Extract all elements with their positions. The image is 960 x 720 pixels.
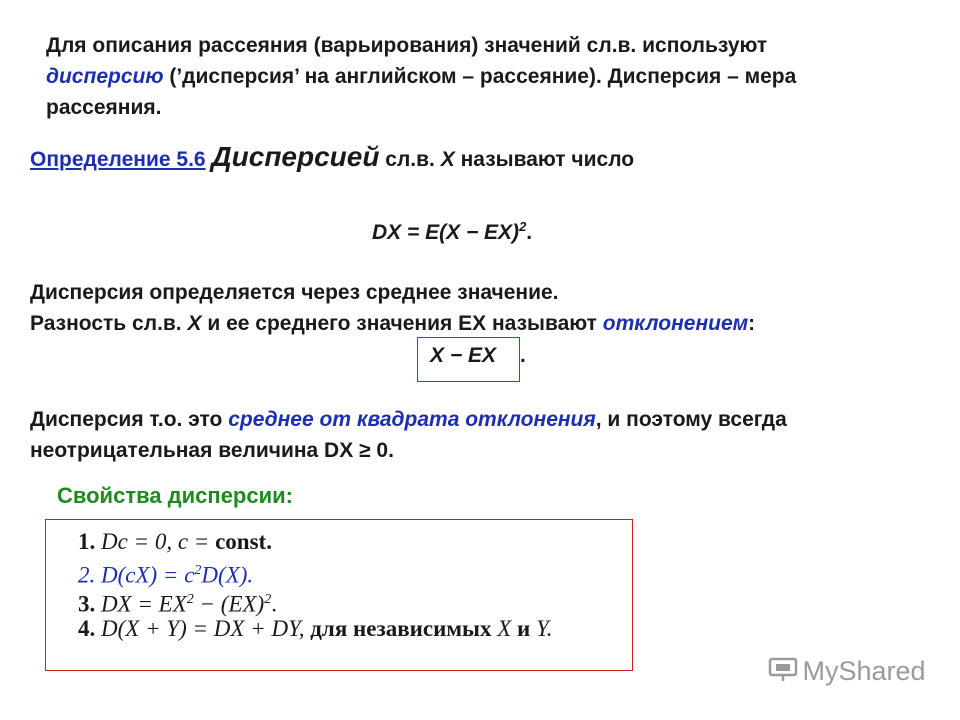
property-2-math2: D(X).	[201, 562, 254, 588]
property-1-math: Dc = 0, c =	[101, 529, 216, 554]
property-2-math: D(cX) = c	[101, 562, 195, 588]
property-4-num: 4.	[78, 616, 96, 641]
intro-line-2	[46, 62, 796, 91]
property-1	[78, 527, 272, 557]
variance-formula-main: DX = E(X − EX)	[372, 221, 520, 244]
property-3-math2: − (EX)	[193, 591, 265, 617]
properties-title: Свойства дисперсии:	[57, 483, 293, 508]
property-2-num: 2.	[78, 562, 96, 588]
deviation-formula-main: X − EX	[430, 344, 496, 367]
property-4-var-y: Y.	[536, 616, 553, 641]
body-line-2-a: Разность сл.в.	[30, 312, 188, 335]
watermark	[768, 656, 926, 687]
definition-text-b: называют число	[454, 148, 635, 171]
property-2-sup: 2	[194, 563, 202, 578]
body-line-4: неотрицательная величина DX ≥ 0.	[30, 439, 394, 462]
property-4-tail: для независимых	[310, 616, 498, 641]
body-line-2-b: и ее среднего значения EX называют	[201, 312, 603, 335]
property-4-math: D(X + Y) = DX + DY,	[101, 616, 311, 641]
property-3-sup: 2	[186, 592, 194, 607]
deviation-term: отклонением	[602, 312, 749, 335]
body-line-2-var: X	[187, 312, 202, 335]
body-line-2	[30, 309, 755, 338]
variance-formula-exp: 2	[519, 219, 527, 234]
property-3-end: .	[271, 591, 277, 617]
intro-line-3: рассеяния.	[46, 96, 162, 119]
property-3-sup2: 2	[264, 592, 272, 607]
property-1-num: 1.	[78, 529, 96, 554]
deviation-formula-end: .	[520, 344, 526, 367]
body-line-3-b: , и поэтому всегда	[595, 408, 787, 431]
variance-formula-end: .	[526, 221, 533, 244]
intro-line-2-rest: (’дисперсия’ на английском – рассеяние). Дисперсия – мера	[163, 65, 797, 88]
property-3-math: DX = EX	[101, 591, 187, 617]
definition-line	[30, 142, 634, 174]
definition-label: Определение 5.6	[30, 148, 206, 171]
property-3-num: 3.	[78, 591, 96, 617]
intro-term: дисперсию	[46, 65, 164, 88]
variance-formula	[372, 212, 532, 247]
property-4-var-x: X	[497, 616, 512, 641]
definition-var: X	[440, 148, 455, 171]
intro-line-1: Для описания рассеяния (варьирования) значений сл.в. используют	[46, 34, 768, 57]
property-4-and: и	[511, 616, 537, 641]
deviation-formula	[430, 341, 496, 370]
definition-text-a: сл.в.	[379, 148, 441, 171]
body-line-3	[30, 405, 787, 434]
body-line-1: Дисперсия определяется через среднее значение.	[30, 281, 559, 304]
property-1-tail: const.	[215, 529, 272, 554]
mean-square-term: среднее от квадрата отклонения	[228, 408, 596, 431]
property-4	[78, 614, 553, 644]
watermark-text: MyShared	[802, 656, 926, 686]
body-line-2-c: :	[748, 312, 756, 335]
body-line-3-a: Дисперсия т.о. это	[30, 408, 229, 431]
projector-icon	[768, 656, 798, 687]
definition-term: Дисперсией	[211, 141, 380, 172]
